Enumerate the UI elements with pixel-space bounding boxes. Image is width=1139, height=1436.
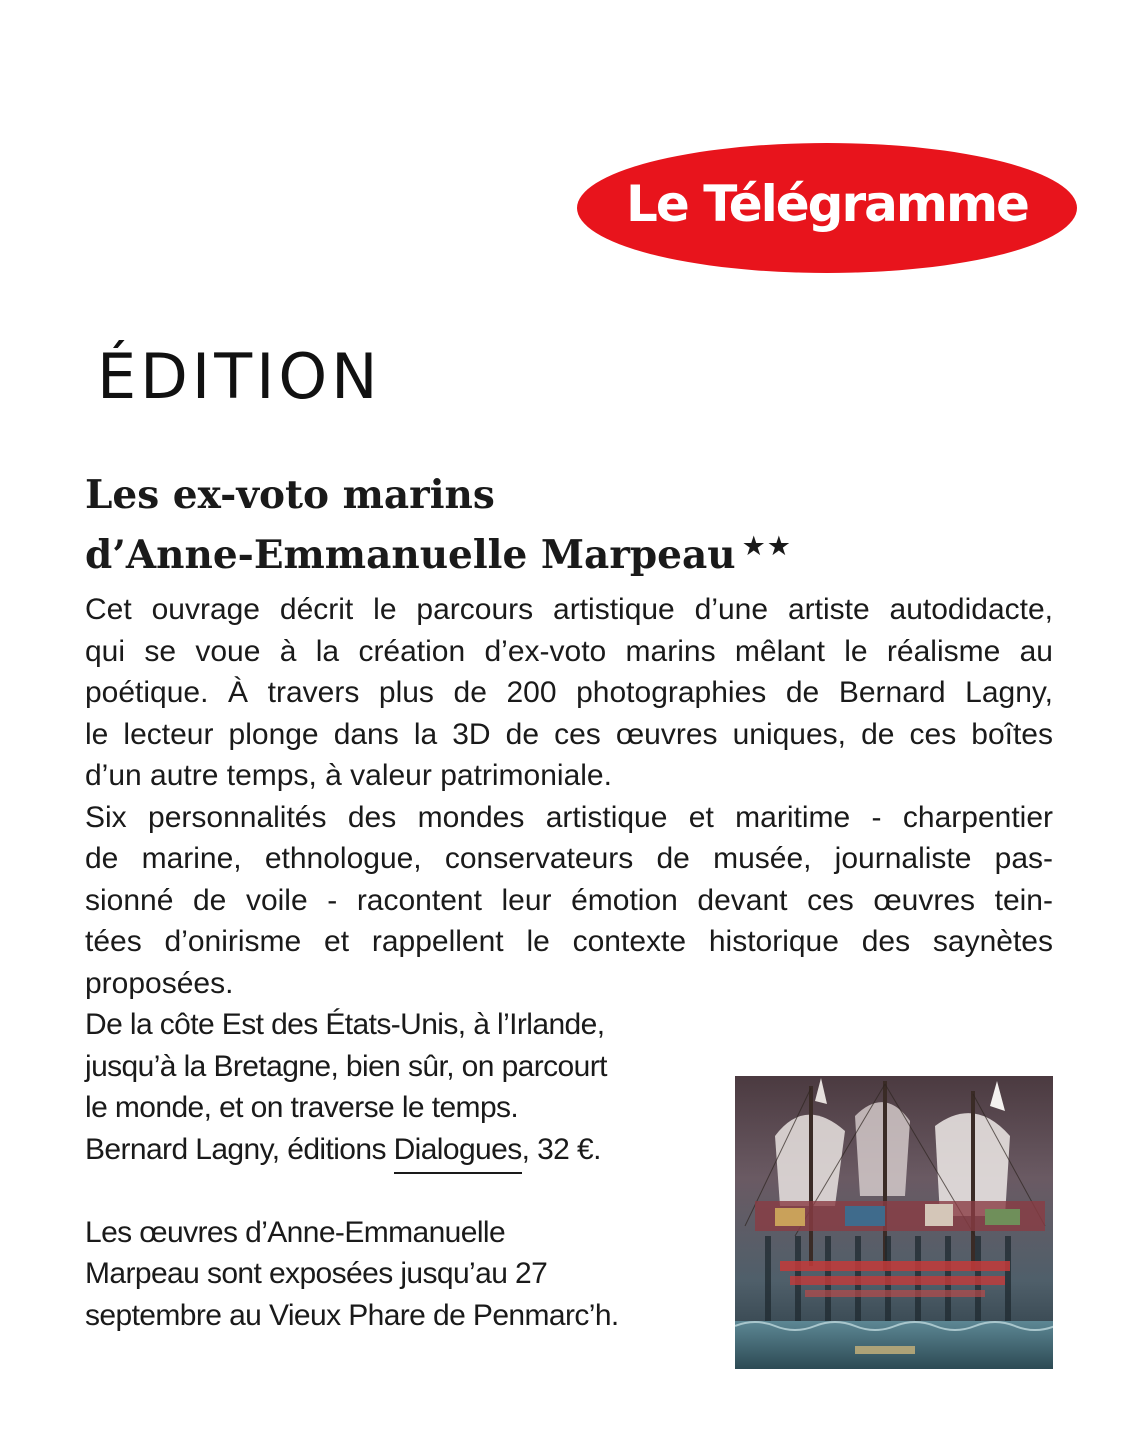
rating-stars: ★★ [741,531,793,562]
text-line: Six personnalités des mondes artistique et maritime - charpentier [85,800,1053,834]
text-line: septembre au Vieux Phare de Penmarc’h. [85,1298,619,1332]
paragraph-gap [85,1170,695,1212]
book-cover-image [735,1076,1053,1369]
paragraph-description [85,589,1053,797]
section-label: ÉDITION [97,340,382,413]
text-line: le monde, et on traverse le temps. [85,1091,519,1124]
credit-price: , 32 €. [521,1132,601,1166]
text-line: De la côte Est des États-Unis, à l’Irlande, [85,1008,605,1041]
text-line: proposées. [85,966,234,1000]
text-line: le lecteur plonge dans la 3D de ces œuvres uniques, de ces boîtes [85,717,1053,751]
text-line: Marpeau sont exposées jusqu’au 27 [85,1257,548,1290]
text-line: Cet ouvrage décrit le parcours artistique d’une artiste autodidacte, [85,593,1053,626]
newspaper-logo [577,143,1077,273]
text-line: sionné de voile - racontent leur émotion devant ces œuvres tein- [85,883,1053,917]
article-title [85,470,1065,581]
credit-author: Bernard Lagny [85,1132,272,1166]
book-credit [85,1129,695,1171]
book-cover-illustration [735,1076,1053,1369]
article-title-line-1: Les ex-voto marins [85,472,495,518]
text-line: Les œuvres d’Anne-Emmanuelle [85,1215,506,1249]
text-line: qui se voue à la création d’ex-voto marins mêlant le réalisme au [85,634,1053,668]
text-line: jusqu’à la Bretagne, bien sûr, on parcourt [85,1049,607,1083]
paragraph-personalities [85,797,1053,1005]
paragraph-travel [85,1004,695,1336]
article-title-text-2: d’Anne-Emmanuelle Marpeau [85,532,736,578]
credit-separator: , éditions [271,1132,394,1166]
article-title-line-2 [85,521,1065,581]
text-line: d’un autre temps, à valeur patrimoniale. [85,759,612,792]
text-line: de marine, ethnologue, conservateurs de musée, journaliste pas- [85,842,1053,875]
text-line: poétique. À travers plus de 200 photographies de Bernard Lagny, [85,676,1053,709]
text-line: tées d’onirisme et rappellent le contexte historique des saynètes [85,925,1053,958]
credit-publisher: Dialogues [394,1133,522,1174]
newspaper-logo-text: Le Télégramme [626,175,1028,233]
